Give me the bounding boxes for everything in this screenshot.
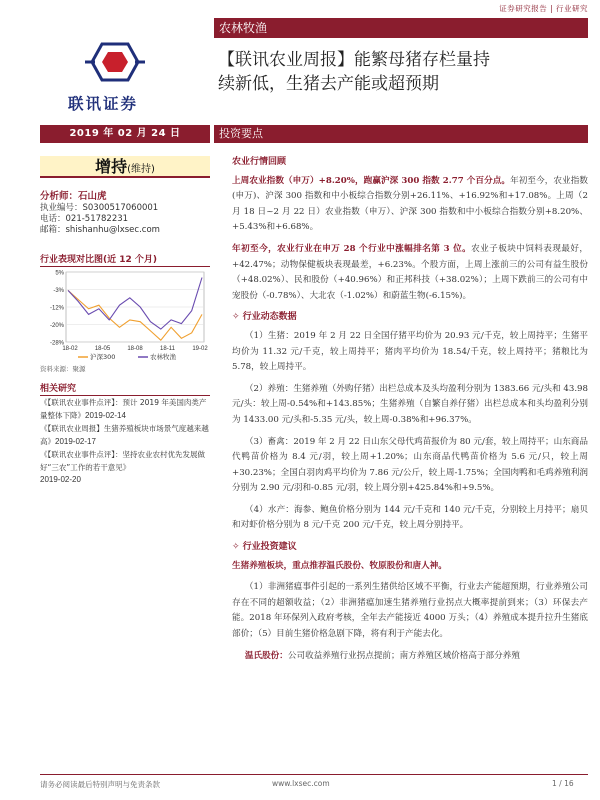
rating-status: (维持) [127, 164, 155, 175]
page-number: 1 / 16 [552, 779, 574, 788]
related-item-date: 2019-02-20 [40, 475, 81, 484]
related-item-title[interactable]: 《【联讯农业事件点评】：预计 2019 年美国肉类产量整体下降》 [40, 398, 207, 420]
paragraph-lead: 年初至今，农业行业在申万 28 个行业中涨幅排名第 3 位。 [232, 243, 472, 254]
investment-points-header: 投资要点 [214, 125, 588, 143]
paragraph-body: 公司收益养殖行业拐点提前；南方养殖区域价格高于部分养殖 [287, 650, 520, 661]
industry-band [214, 18, 588, 38]
related-item-title[interactable]: 《【联讯农业周报】生猪养殖板块市场景气度越来越高》 [40, 424, 209, 446]
analyst-info [40, 190, 210, 236]
analyst-email[interactable]: 邮箱：shishanhu@lxsec.com [40, 225, 160, 235]
chart-series-line-2 [68, 278, 202, 330]
chart-y-tick-label: -3% [53, 288, 64, 294]
related-research-list [40, 397, 210, 488]
chart-title: 行业表现对比图(近 12 个月) [40, 252, 210, 267]
report-title [218, 48, 590, 96]
chart-y-tick-label: -20% [49, 323, 64, 329]
chart-x-tick-label: 18-02 [62, 346, 78, 352]
related-item-title[interactable]: 《【联讯农业事件点评】：坚持农业农村优先发展做好“三农”工作的若干意见》 [40, 450, 205, 472]
analyst-phone: 电话：021-51782231 [40, 214, 129, 224]
logo-wordmark: 联讯证券 [68, 95, 139, 113]
section-heading-market-review: 农业行情回顾 [232, 157, 287, 167]
paragraph: （3）畜禽：2019 年 2 月 22 日山东父母代鸡苗报价为 80 元/套，较上周持平；山东商品代鸭苗价格为 8.4 元/羽，较上周+1.20%；山东商品代鸭苗价格为 5.6 元/只，较上周+30.23%；全国白羽肉鸡平均价为 7.86 元/公斤，较上周-1.75%；全国肉鸭和毛鸡养殖利润分别为 2.90 元/羽和-0.85 元/羽，较上周分别+425.84%和+9.5%。 [232, 436, 588, 494]
paragraph-lead: 温氏股份： [244, 650, 288, 661]
chart-series-line-1 [68, 290, 202, 340]
chart-x-tick-label: 19-02 [192, 346, 208, 352]
chart-legend-label: 沪深300 [90, 353, 116, 361]
chart-y-tick-label: 5% [55, 270, 64, 277]
chart-x-tick-label: 18-11 [160, 346, 175, 352]
paragraph: （2）养殖：生猪养殖（外购仔猪）出栏总成本及头均盈利分别为 1383.66 元/头和 43.98 元/头：较上周-0.54%和+143.85%；生猪养殖（自繁自养仔猪）出栏总成本和头均盈利分别为 1433.00 元/头和-5.35 元/头，较上周-0.38%和+96.37%。 [232, 383, 588, 425]
paragraph [232, 649, 588, 665]
paragraph [232, 242, 588, 304]
chart-legend-label: 农林牧渔 [150, 353, 176, 361]
report-title-line-1: 【联讯农业周报】能繁母猪存栏量持 [218, 50, 490, 70]
report-title-line-2: 续新低，生猪去产能或超预期 [218, 74, 439, 94]
chart-x-tick-label: 18-05 [94, 346, 111, 352]
paragraph [232, 559, 588, 575]
chart-source: 资料来源：聚源 [40, 365, 86, 373]
related-item-date: 2019-02-17 [55, 436, 96, 446]
analyst-license: 执业编号：S0300517060001 [40, 203, 159, 213]
section-heading-investment-advice: ✧ 行业投资建议 [232, 542, 297, 553]
related-item[interactable] [40, 397, 210, 422]
paragraph-body: 农业子板块中饲料表现最好，+42.47%；动物保健板块表现最差，+6.23%。个股方面，上周上涨前三的公司有益生股份（+48.02%）、民和股份（+40.96%）和正邦科技（+38.02%）；上周下跌前三的公司有中宠股份（-0.78%）、大北农（-1.02%）和蔚蓝生物(-6.15%)。 [232, 243, 588, 301]
paragraph-lead: 生猪养殖板块，重点推荐温氏股份、牧原股份和唐人神。 [232, 560, 447, 571]
related-item[interactable] [40, 423, 210, 448]
chart-y-tick-label: -28% [49, 340, 64, 347]
footer-divider [40, 774, 588, 775]
report-date: 2019 年 02 月 24 日 [40, 125, 210, 143]
paragraph: （1）非洲猪瘟事件引起的一系列生猪供给区域不平衡，行业去产能超预期，行业养殖公司存在不同的超额收益；（2）非洲猪瘟加速生猪养殖行业拐点大概率提前到来；（3）环保去产能。2018 年环保列入政府考核，全年去产能接近 4000 万头；（4）养殖成本提升拉升生猪底部价；（5）目前生猪价格急剧下降，将有利于产能去化。 [232, 582, 588, 640]
rating-value: 增持 [95, 157, 128, 176]
industry-label: 农林牧渔 [219, 21, 268, 35]
rating-badge [40, 156, 210, 178]
report-category-tag: 证券研究报告 | 行业研究 [499, 4, 588, 13]
company-logo [40, 40, 190, 116]
footer-disclaimer[interactable]: 请务必阅读最后特别声明与免责条款 [40, 780, 160, 789]
related-item[interactable] [40, 449, 210, 487]
analyst-name: 分析师：石山虎 [40, 191, 107, 202]
related-research-title: 相关研究 [40, 381, 210, 396]
paragraph-body: 年初至今，农业指数(申万)、沪深 300 指数和中小板综合指数分别+26.11%、+16.92%和+17.08%。上周（2 月 18 日~2 月 22 日）农业指数（申万）、沪深 300 指数和中小板综合指数分别+8.20%、+5.43%和+6.68%。 [232, 175, 588, 233]
paragraph-lead: 上周农业指数（申万）+8.20%，跑赢沪深 300 指数 2.77 个百分点。 [232, 175, 511, 186]
footer-website-link[interactable]: www.lxsec.com [272, 779, 330, 788]
performance-chart [40, 268, 210, 362]
chart-x-tick-label: 18-08 [127, 346, 143, 352]
section-heading-industry-data: ✧ 行业动态数据 [232, 312, 297, 323]
paragraph [232, 174, 588, 236]
paragraph: （4）水产：海参、鲍鱼价格分别为 144 元/千克和 140 元/千克，分别较上月持平；扇贝和对虾价格分别为 8 元/千克 200 元/千克，较上周分别持平。 [232, 504, 588, 531]
related-item-date: 2019-02-14 [85, 410, 126, 420]
main-content [232, 155, 588, 670]
logo-mark-icon [40, 40, 190, 92]
paragraph: （1）生猪：2019 年 2 月 22 日全国仔猪平均价为 20.93 元/千克，较上周持平；生猪平均价为 11.32 元/千克，较上周持平；猪肉平均价为 18.54/千克，较上周持平；猪粮比为 5.78，较上周持平。 [232, 330, 588, 373]
chart-y-tick-label: -12% [49, 305, 64, 312]
